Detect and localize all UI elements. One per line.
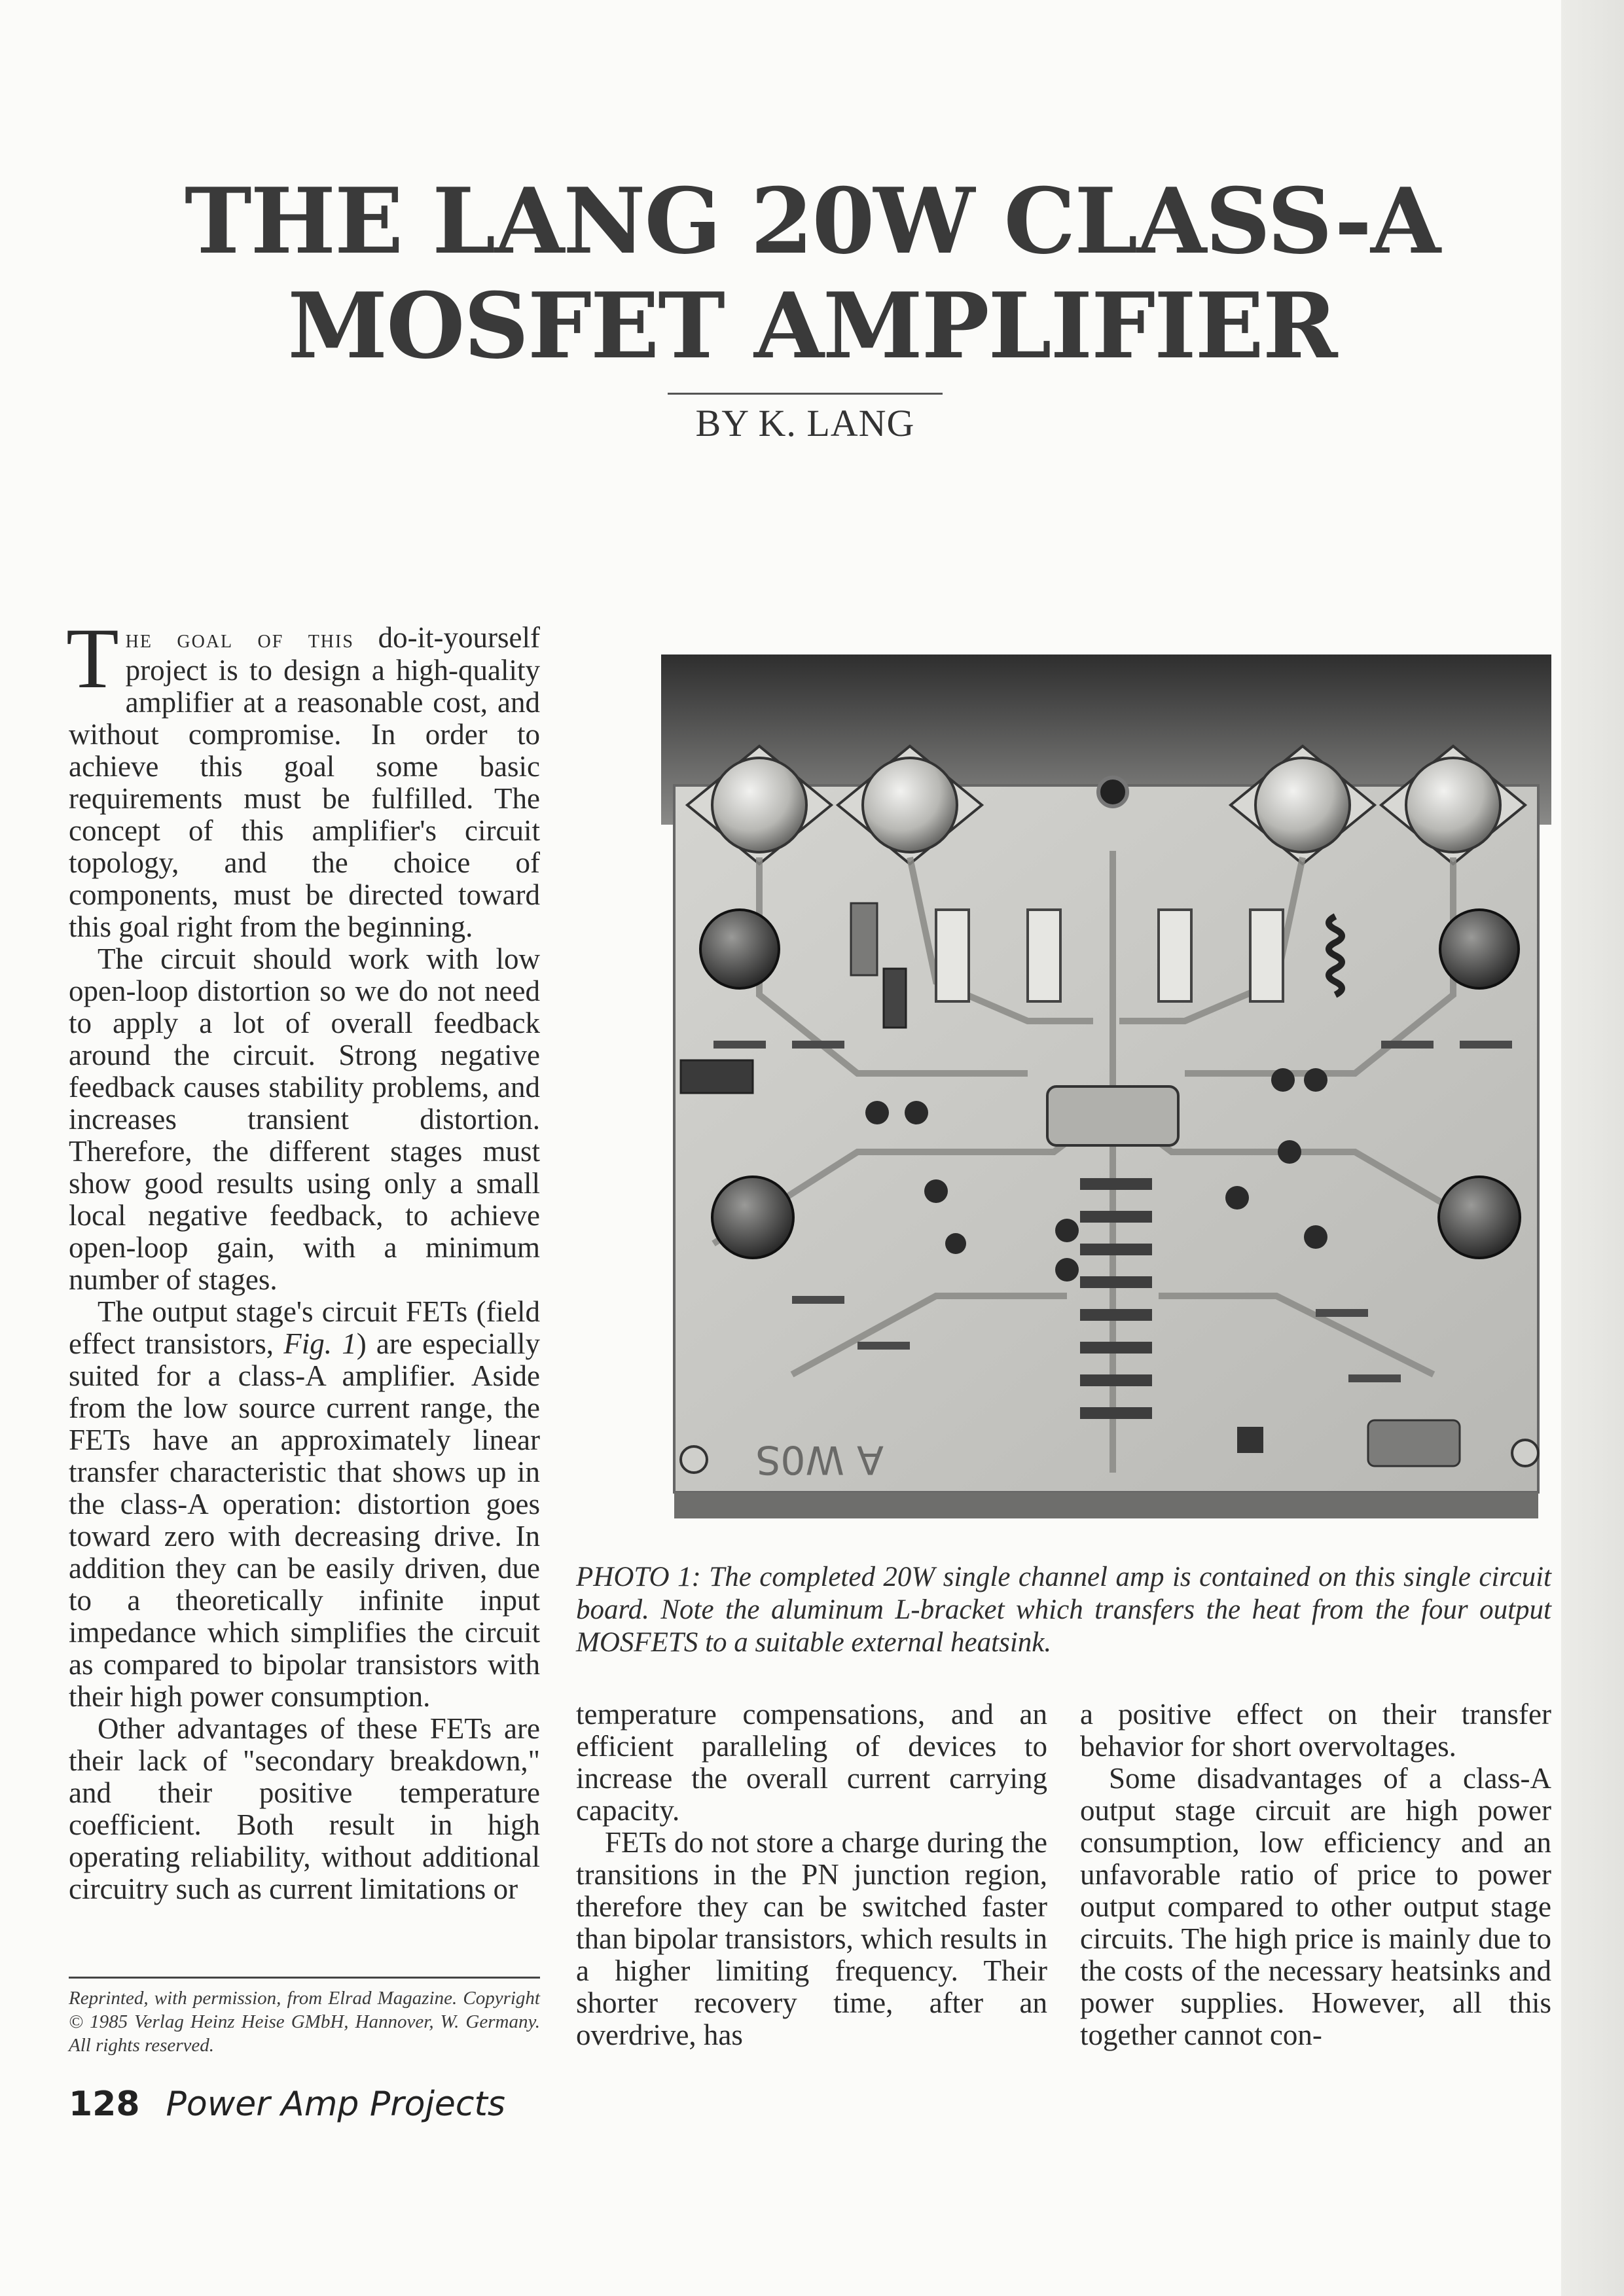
capacitor-bottom-right (1439, 1177, 1520, 1258)
title-line-2: MOSFET AMPLIFIER (287, 272, 1337, 379)
capacitor-bottom-left (712, 1177, 793, 1258)
paragraph-3 (69, 1296, 540, 1713)
drop-cap: T (66, 610, 119, 706)
board-marking: A W0S (755, 1437, 884, 1482)
lead-in-smallcaps: he goal of this (125, 624, 354, 653)
paragraph-3-start: The output stage's circuit FETs (field effect transistors, (69, 1295, 540, 1360)
paragraph-6: FETs do not store a charge during the transitions in the PN junction region, therefore they can be switched faster than bipolar transistors, which results in a higher limiting frequency. Their shorter recovery time, after an overdrive, has (576, 1826, 1047, 2051)
article-title (0, 169, 1624, 378)
book-title: Power Amp Projects (166, 2085, 505, 2124)
body-column-1 (66, 610, 540, 1905)
paragraph-8: Some disadvantages of a class-A output stage circuit are high power consumption, low efficiency and an unfavorable ratio of price to power output compared to other output stage circuits. The high price is mainly due to the costs of the necessary heatsinks and power supplies. However, all this together cannot con- (1080, 1762, 1551, 2051)
paragraph-3-rest: ) are especially suited for a class-A amplifier. Aside from the low source current range, the FETs have an approximately linear transfer characteristic that shows up in the class-A operation: distortion goes toward zero with decreasing drive. In addition they can be easily driven, due to a theoretically infinite input impedance which simplifies the circuit as compared to bipolar transistors with their high power consumption. (69, 1327, 540, 1713)
figure-reference: Fig. 1 (283, 1327, 357, 1360)
body-column-3 (1080, 1698, 1551, 2051)
photo-caption: PHOTO 1: The completed 20W single channel amp is contained on this single circuit board. Note the aluminum L-bracket which transfers the heat from the four output MOSFETS to a suitable external heatsink. (576, 1562, 1551, 1658)
byline: BY K. LANG (668, 393, 943, 445)
page-number: 128 (69, 2085, 140, 2124)
paragraph-1 (66, 610, 540, 943)
capacitor-top-right (1440, 910, 1519, 988)
body-column-2 (576, 1698, 1047, 2051)
page-footer (69, 2085, 505, 2124)
paragraph-1-text: do-it-yourself project is to design a high-quality amplifier at a reasonable cost, and without compromise. In order to achieve this goal some basic requirements must be fulfilled. The concept of this amplifier's circuit topology, and the choice of components, must be directed toward this goal right from the beginning. (69, 621, 540, 943)
capacitor-top-left (700, 910, 779, 988)
reprint-note: Reprinted, with permission, from Elrad Magazine. Copyright © 1985 Verlag Heinz Heise GMbH, Hannover, W. Germany. All rights reserved. (69, 1977, 540, 2057)
paragraph-7: a positive effect on their transfer behavior for short overvoltages. (1080, 1698, 1551, 1763)
paragraph-5: temperature compensations, and an efficient paralleling of devices to increase the overall current carrying capacity. (576, 1698, 1047, 1827)
circuit-board-photo (661, 655, 1551, 1535)
title-line-1: THE LANG 20W CLASS-A (184, 168, 1440, 274)
paragraph-4: Other advantages of these FETs are their lack of "secondary breakdown," and their positive temperature coefficient. Both result in high operating reliability, without additional circuitry such as current limitations or (69, 1712, 540, 1905)
paragraph-2: The circuit should work with low open-loop distortion so we do not need to apply a lot of overall feedback around the circuit. Strong negative feedback causes stability problems, and increases transient distortion. Therefore, the different stages must show good results using only a small local negative feedback, to achieve open-loop gain, with a minimum number of stages. (69, 942, 540, 1296)
